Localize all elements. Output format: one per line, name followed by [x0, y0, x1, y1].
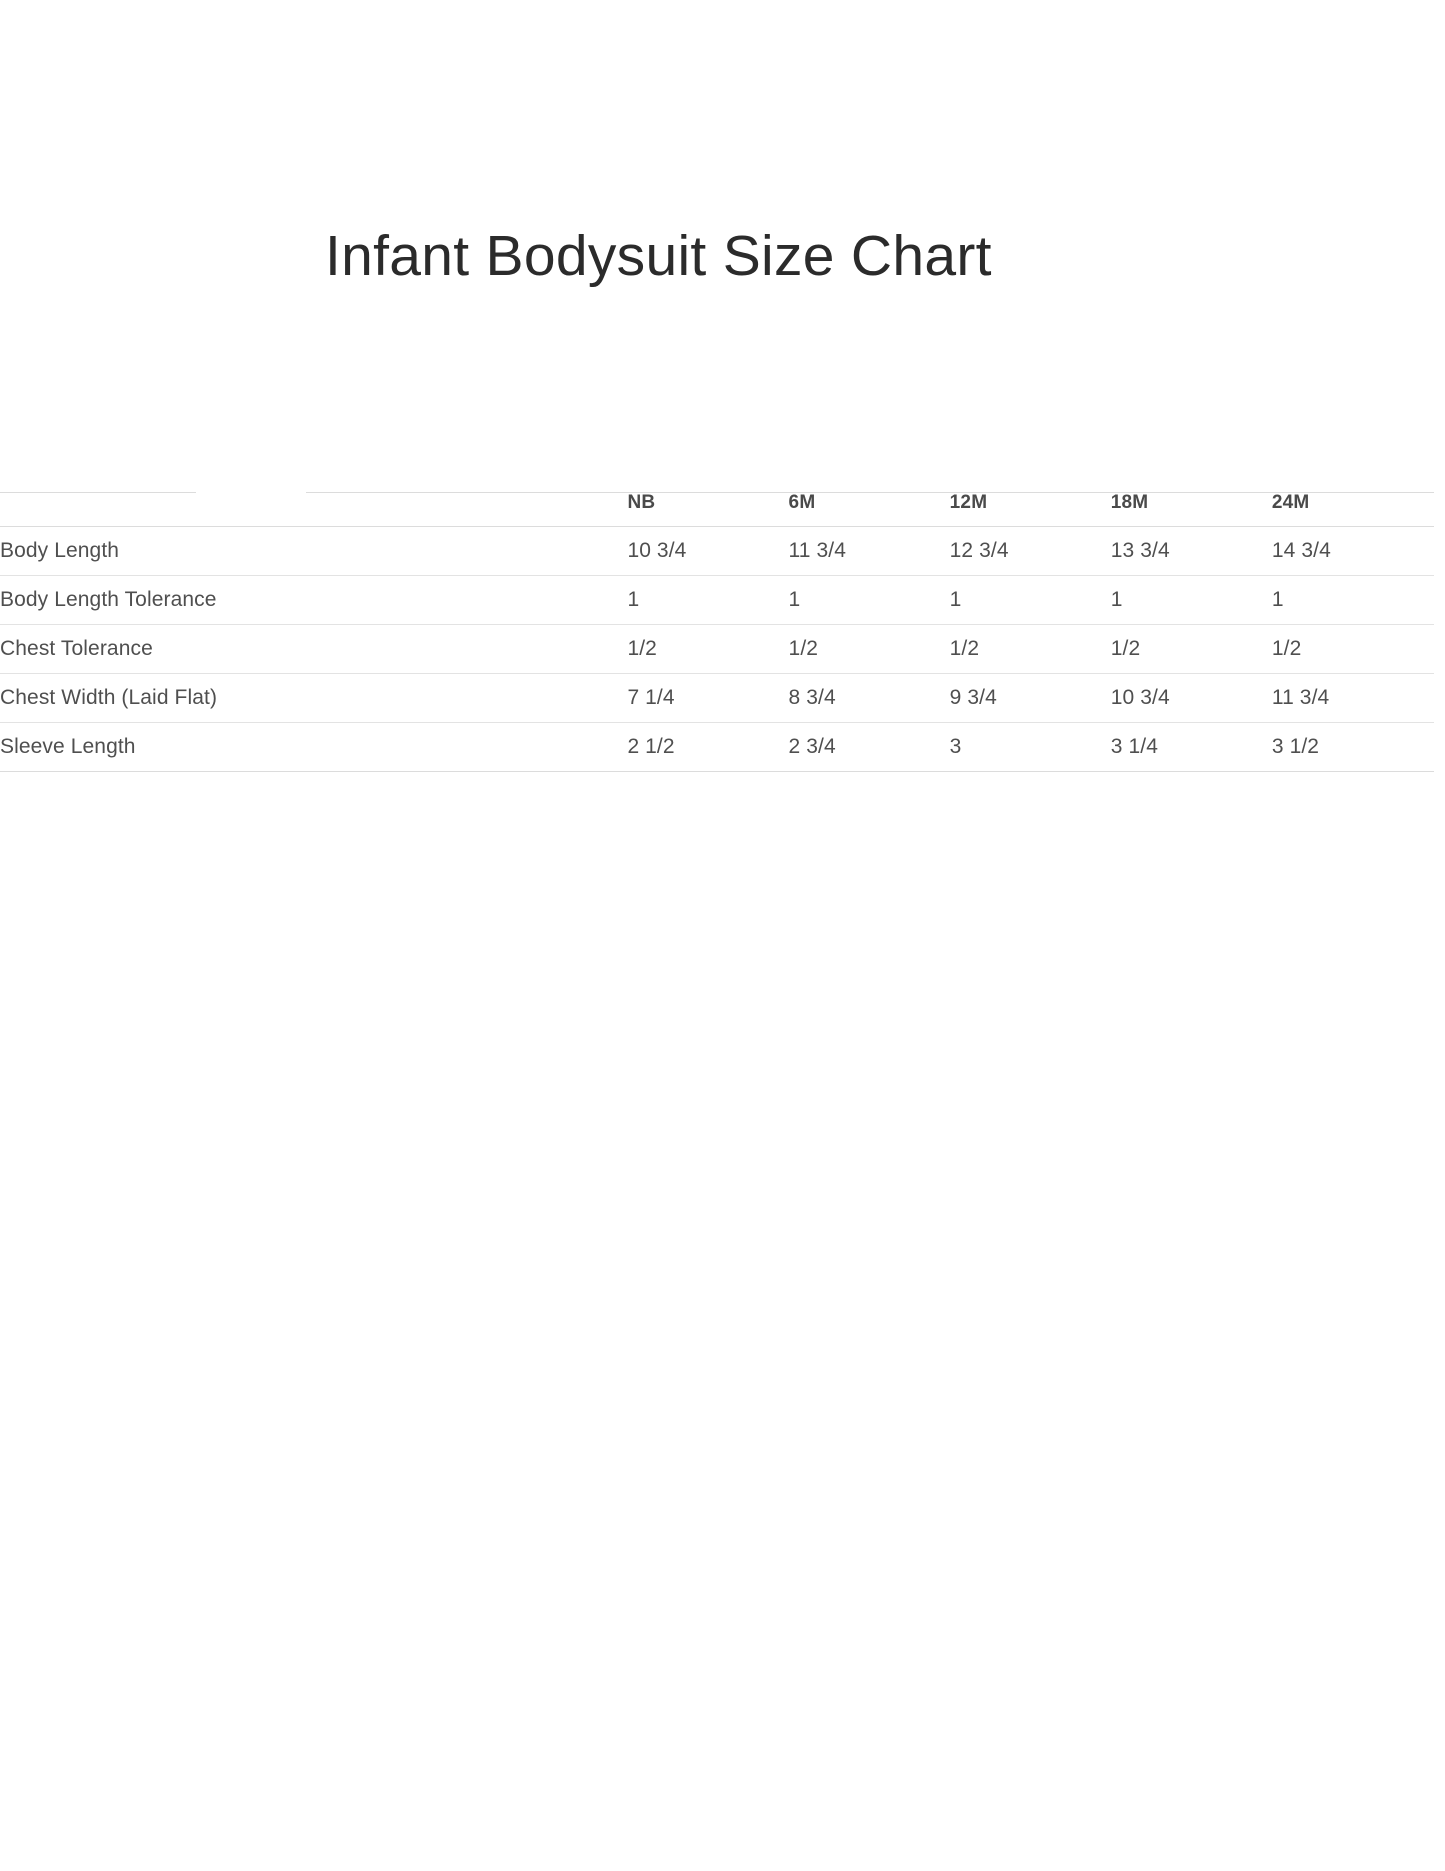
column-header-measurement [0, 492, 627, 527]
cell-value: 9 3/4 [950, 674, 1111, 723]
table-row [0, 527, 1434, 576]
cell-value: 13 3/4 [1111, 527, 1272, 576]
cell-value: 1 [950, 576, 1111, 625]
table-row [0, 625, 1434, 674]
size-chart-table-wrapper [0, 492, 1434, 772]
cell-value: 8 3/4 [789, 674, 950, 723]
cell-value: 1 [1111, 576, 1272, 625]
cell-value: 3 [950, 723, 1111, 772]
column-header-24m: 24M [1272, 492, 1434, 527]
cell-value: 2 1/2 [627, 723, 788, 772]
page-title: Infant Bodysuit Size Chart [325, 224, 992, 288]
cell-value: 1 [627, 576, 788, 625]
table-body [0, 527, 1434, 772]
table-row [0, 723, 1434, 772]
cell-value: 3 1/2 [1272, 723, 1434, 772]
cell-value: 2 3/4 [789, 723, 950, 772]
cell-value: 14 3/4 [1272, 527, 1434, 576]
row-label: Body Length Tolerance [0, 576, 627, 625]
row-label: Sleeve Length [0, 723, 627, 772]
cell-value: 11 3/4 [1272, 674, 1434, 723]
column-header-nb: NB [627, 492, 788, 527]
cell-value: 11 3/4 [789, 527, 950, 576]
row-label: Body Length [0, 527, 627, 576]
cell-value: 1/2 [1111, 625, 1272, 674]
table-row [0, 576, 1434, 625]
cell-value: 7 1/4 [627, 674, 788, 723]
row-label: Chest Tolerance [0, 625, 627, 674]
cell-value: 1/2 [627, 625, 788, 674]
column-header-12m: 12M [950, 492, 1111, 527]
cell-value: 12 3/4 [950, 527, 1111, 576]
cell-value: 3 1/4 [1111, 723, 1272, 772]
table-row [0, 674, 1434, 723]
cell-value: 1/2 [1272, 625, 1434, 674]
size-chart-table [0, 492, 1434, 772]
table-header [0, 492, 1434, 527]
column-header-6m: 6M [789, 492, 950, 527]
row-label: Chest Width (Laid Flat) [0, 674, 627, 723]
column-header-18m: 18M [1111, 492, 1272, 527]
cell-value: 10 3/4 [627, 527, 788, 576]
cell-value: 1 [789, 576, 950, 625]
table-header-row [0, 492, 1434, 527]
cell-value: 1/2 [950, 625, 1111, 674]
cell-value: 10 3/4 [1111, 674, 1272, 723]
cell-value: 1 [1272, 576, 1434, 625]
cell-value: 1/2 [789, 625, 950, 674]
